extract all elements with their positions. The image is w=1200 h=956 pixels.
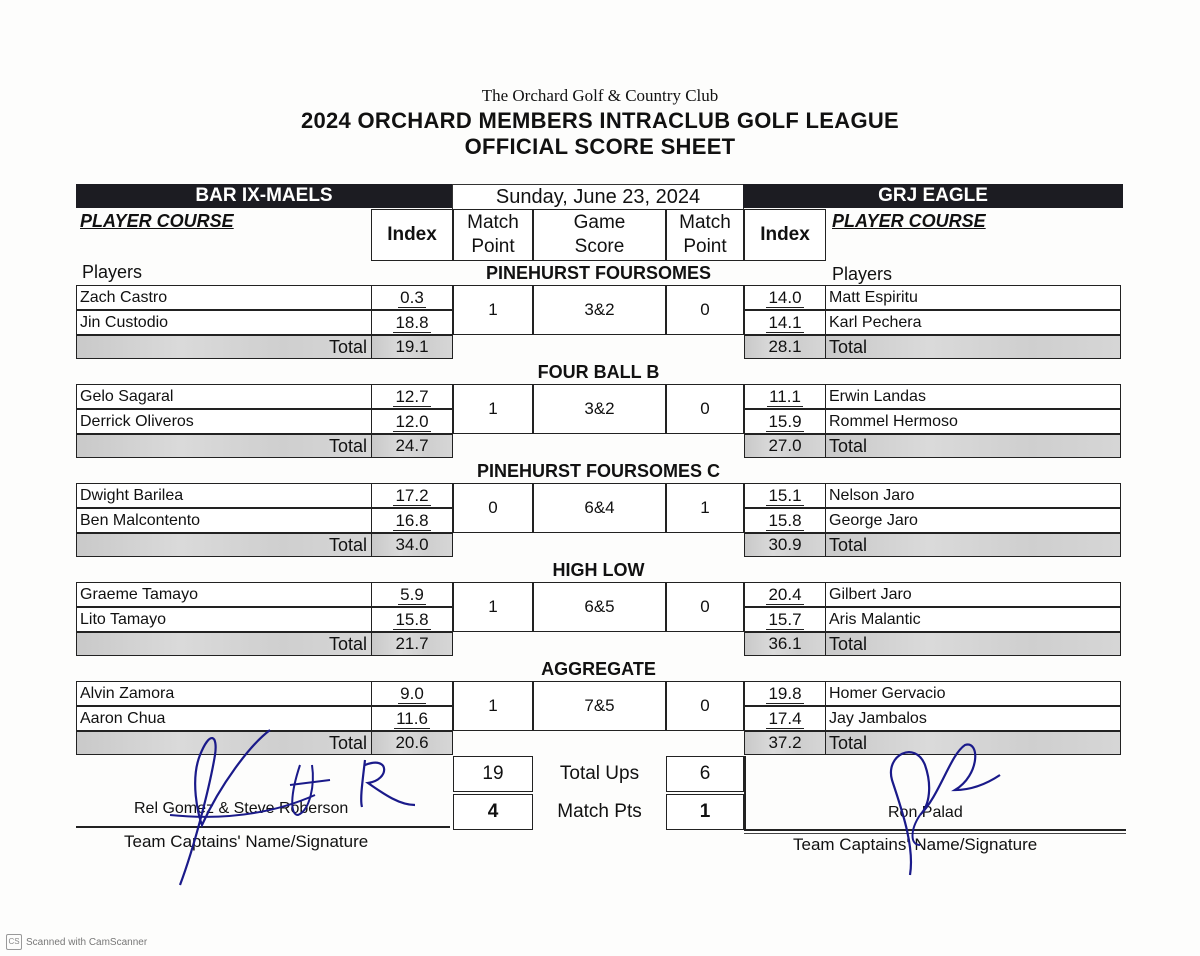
left-match-point-line2: Point: [471, 236, 515, 257]
right-match-point-header: [666, 209, 744, 261]
index-value: 9.0: [400, 683, 424, 703]
left-player-index: [371, 285, 453, 310]
left-total-value: 19.1: [371, 335, 453, 359]
club-name: The Orchard Golf & Country Club: [481, 86, 719, 105]
game-score-line1: Game: [573, 212, 626, 233]
right-match-point: 0: [666, 582, 744, 632]
left-player-index: [371, 384, 453, 409]
right-team-band: GRJ EAGLE: [743, 184, 1123, 208]
game-score: 3&2: [533, 384, 666, 434]
left-match-point: 1: [453, 582, 533, 632]
right-player-index: [744, 582, 826, 607]
index-value: 11.6: [396, 708, 428, 728]
right-match-point: 0: [666, 285, 744, 335]
index-value: 12.0: [395, 411, 429, 431]
index-value: 20.4: [768, 584, 802, 604]
left-player-index: [371, 483, 453, 508]
left-match-point-header: [453, 209, 533, 261]
right-match-pts: 1: [666, 794, 744, 830]
left-total-label: Total: [76, 434, 372, 458]
left-player-name: Jin Custodio: [76, 310, 372, 335]
left-total-value: 20.6: [371, 731, 453, 755]
left-player-index: [371, 607, 453, 632]
left-player-index: [371, 310, 453, 335]
match-title: PINEHURST FOURSOMES: [485, 263, 712, 283]
left-match-pts: 4: [453, 794, 533, 830]
index-value: 17.4: [768, 708, 802, 728]
left-total-value: 21.7: [371, 632, 453, 656]
right-match-point-line1: Match: [679, 212, 731, 233]
right-total-value: 27.0: [744, 434, 826, 458]
right-player-name: George Jaro: [825, 508, 1121, 533]
right-match-point: 0: [666, 384, 744, 434]
right-player-name: Aris Malantic: [825, 607, 1121, 632]
right-index-header: Index: [744, 209, 826, 261]
match-date: Sunday, June 23, 2024: [452, 184, 744, 210]
right-player-name: Jay Jambalos: [825, 706, 1121, 731]
right-player-index: [744, 681, 826, 706]
right-players-label: Players: [832, 264, 893, 284]
index-value: 19.8: [768, 683, 802, 703]
left-match-point-line1: Match: [467, 212, 519, 233]
league-title: 2024 ORCHARD MEMBERS INTRACLUB GOLF LEAGUE: [300, 108, 900, 133]
index-value: 0.3: [400, 287, 424, 307]
right-match-point-line2: Point: [683, 236, 727, 257]
game-score: 7&5: [533, 681, 666, 731]
left-players-label: Players: [82, 262, 143, 282]
left-total-value: 24.7: [371, 434, 453, 458]
index-value: 14.1: [768, 312, 802, 332]
left-player-index: [371, 409, 453, 434]
left-team-band: BAR IX-MAELS: [76, 184, 452, 208]
left-index-header: Index: [371, 209, 453, 261]
right-player-index: [744, 607, 826, 632]
left-match-point: 1: [453, 681, 533, 731]
index-value: 15.1: [768, 485, 802, 505]
index-value: 17.2: [395, 485, 429, 505]
game-score-header: [533, 209, 666, 261]
right-player-name: Matt Espiritu: [825, 285, 1121, 310]
right-total-label: Total: [825, 533, 1121, 557]
left-match-point: 0: [453, 483, 533, 533]
left-player-index: [371, 681, 453, 706]
left-captains-names: Rel Gomez & Steve Roberson: [134, 800, 349, 817]
left-player-name: Alvin Zamora: [76, 681, 372, 706]
left-match-point: 1: [453, 285, 533, 335]
match-title: FOUR BALL B: [537, 362, 660, 382]
match-title: PINEHURST FOURSOMES C: [476, 461, 721, 481]
left-signature-caption: Team Captains' Name/Signature: [124, 832, 369, 851]
left-player-course-label: PLAYER COURSE: [80, 211, 234, 231]
right-player-index: [744, 384, 826, 409]
right-match-point: 0: [666, 681, 744, 731]
right-player-index: [744, 483, 826, 508]
left-player-name: Graeme Tamayo: [76, 582, 372, 607]
index-value: 5.9: [400, 584, 424, 604]
right-total-ups: 6: [666, 756, 744, 792]
left-total-label: Total: [76, 533, 372, 557]
right-captain-name: Ron Palad: [888, 804, 963, 821]
right-player-name: Homer Gervacio: [825, 681, 1121, 706]
right-match-point: 1: [666, 483, 744, 533]
right-player-name: Karl Pechera: [825, 310, 1121, 335]
match-title: AGGREGATE: [541, 659, 656, 679]
right-total-label: Total: [825, 632, 1121, 656]
index-value: 15.8: [395, 609, 429, 629]
left-total-ups: 19: [453, 756, 533, 792]
camscanner-icon: CS: [6, 934, 22, 950]
left-player-name: Derrick Oliveros: [76, 409, 372, 434]
right-total-value: 37.2: [744, 731, 826, 755]
scanner-note: Scanned with CamScanner: [26, 936, 148, 948]
left-match-point: 1: [453, 384, 533, 434]
left-player-index: [371, 582, 453, 607]
left-player-name: Gelo Sagaral: [76, 384, 372, 409]
game-score: 6&5: [533, 582, 666, 632]
left-total-value: 34.0: [371, 533, 453, 557]
index-value: 15.9: [768, 411, 802, 431]
left-player-name: Lito Tamayo: [76, 607, 372, 632]
right-player-name: Nelson Jaro: [825, 483, 1121, 508]
game-score: 6&4: [533, 483, 666, 533]
index-value: 11.1: [769, 386, 801, 406]
right-player-course-label: PLAYER COURSE: [832, 211, 986, 231]
right-player-index: [744, 409, 826, 434]
right-signature-caption: Team Captains' Name/Signature: [793, 835, 1038, 854]
index-value: 14.0: [768, 287, 802, 307]
right-total-value: 28.1: [744, 335, 826, 359]
match-pts-label: Match Pts: [557, 801, 642, 822]
right-player-index: [744, 285, 826, 310]
right-sign-box-edge: [744, 756, 746, 830]
match-title: HIGH LOW: [552, 560, 645, 580]
right-player-name: Erwin Landas: [825, 384, 1121, 409]
left-total-label: Total: [76, 632, 372, 656]
left-player-name: Dwight Barilea: [76, 483, 372, 508]
right-signature-scribble: [870, 735, 1020, 885]
game-score-line2: Score: [574, 236, 625, 257]
left-total-label: Total: [76, 335, 372, 359]
right-total-label: Total: [825, 335, 1121, 359]
right-total-label: Total: [825, 434, 1121, 458]
index-value: 18.8: [395, 312, 429, 332]
right-player-index: [744, 706, 826, 731]
left-signature-scribble: [140, 725, 430, 895]
index-value: 16.8: [395, 510, 429, 530]
right-player-index: [744, 508, 826, 533]
right-total-label: Total: [825, 731, 1121, 755]
index-value: 15.8: [768, 510, 802, 530]
sheet-title: OFFICIAL SCORE SHEET: [464, 134, 736, 159]
scanner-footer: [6, 934, 147, 950]
index-value: 15.7: [768, 609, 802, 629]
right-player-name: Gilbert Jaro: [825, 582, 1121, 607]
left-total-label: Total: [76, 731, 372, 755]
game-score: 3&2: [533, 285, 666, 335]
index-value: 12.7: [395, 386, 429, 406]
right-total-value: 30.9: [744, 533, 826, 557]
right-player-name: Rommel Hermoso: [825, 409, 1121, 434]
right-player-index: [744, 310, 826, 335]
left-player-name: Ben Malcontento: [76, 508, 372, 533]
total-ups-label: Total Ups: [559, 763, 640, 784]
left-player-name: Zach Castro: [76, 285, 372, 310]
right-total-value: 36.1: [744, 632, 826, 656]
left-player-index: [371, 508, 453, 533]
left-player-name: Aaron Chua: [76, 706, 372, 731]
